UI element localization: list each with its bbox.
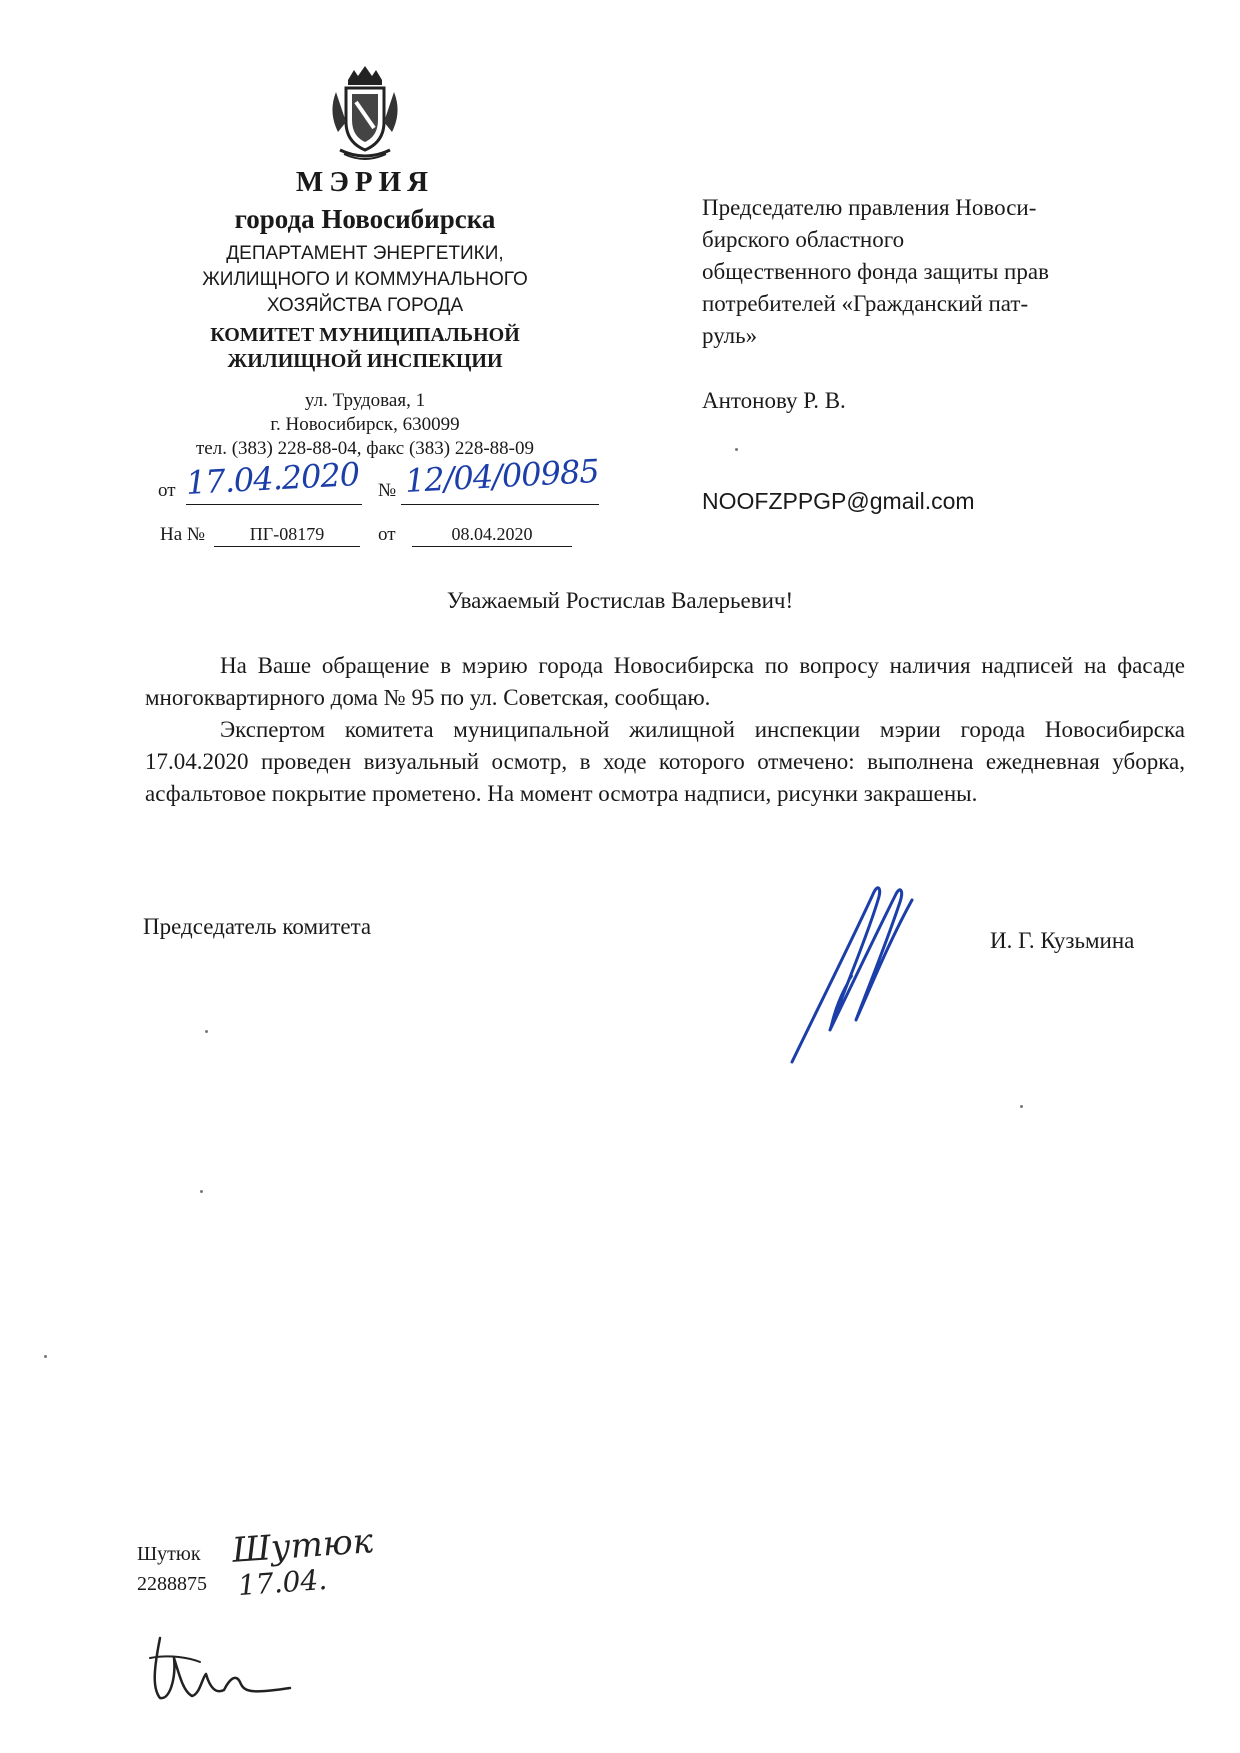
committee-line: КОМИТЕТ МУНИЦИПАЛЬНОЙ [210, 324, 520, 346]
reg-number-underline [401, 504, 599, 505]
scan-speck [735, 448, 738, 451]
department-line: ЖИЛИЩНОГО И КОММУНАЛЬНОГО [202, 269, 528, 290]
recipient-line: бирского областного [702, 227, 905, 252]
reg-date-handwritten: 17.04.2020 [185, 454, 360, 502]
executor-phone: 2288875 [137, 1573, 207, 1595]
signatory-title: Председатель комитета [143, 914, 372, 939]
committee-line: ЖИЛИЩНОЙ ИНСПЕКЦИИ [227, 350, 503, 372]
recipient-line: Председателю правления Новоси- [702, 195, 1037, 220]
scan-speck [44, 1355, 47, 1358]
ref-date-label: от [378, 524, 396, 545]
recipient-email: NOOFZPPGP@gmail.com [702, 488, 975, 514]
recipient-line: потребителей «Гражданский пат- [702, 291, 1029, 316]
ref-date: 08.04.2020 [412, 524, 572, 547]
reg-date-label: от [158, 480, 176, 501]
reg-number-handwritten: 12/04/00985 [404, 451, 600, 500]
executor-handwritten-date: 17.04. [236, 1562, 329, 1603]
address-street: ул. Трудовая, 1 [304, 390, 426, 411]
recipient-line: общественного фонда защиты прав [702, 259, 1049, 284]
scan-speck [1020, 1105, 1023, 1108]
letterhead-city: города Новосибирска [234, 204, 496, 234]
signature-image [782, 880, 932, 1070]
executor-name: Шутюк [137, 1543, 201, 1565]
recipient-line: руль» [702, 323, 758, 348]
initials-signature-image [140, 1618, 300, 1708]
ref-number: ПГ-08179 [214, 524, 360, 547]
ref-number-label: На № [160, 524, 206, 545]
scan-speck [200, 1190, 203, 1193]
address-city: г. Новосибирск, 630099 [270, 414, 460, 435]
coat-of-arms-emblem [318, 62, 412, 162]
department-line: ДЕПАРТАМЕНТ ЭНЕРГЕТИКИ, [226, 243, 504, 264]
greeting: Уважаемый Ростислав Валерьевич! [446, 588, 794, 613]
body-paragraph: На Ваше обращение в мэрию города Новосибирска по вопросу наличия надписей на фасаде многоквартирного дома № 95 по ул. Советская, сообщаю. [145, 653, 1185, 710]
body-paragraph: Экспертом комитета муниципальной жилищной инспекции мэрии города Новосибирска 17.04.2020 проведен визуальный осмотр, в ходе которого отмечено: выполнена ежедневная уборка, асфальтовое покрытие прометено. На момент осмотра надписи, рисунки закрашены. [145, 717, 1185, 806]
executor-handwritten-name: Шутюк [230, 1521, 375, 1571]
letterhead-title: МЭРИЯ [295, 166, 435, 198]
phone-fax: тел. (383) 228-88-04, факс (383) 228-88-09 [195, 438, 535, 459]
reg-number-label: № [378, 480, 397, 501]
reg-date-underline [186, 504, 362, 505]
recipient-name: Антонову Р. В. [702, 388, 846, 413]
department-line: ХОЗЯЙСТВА ГОРОДА [266, 295, 464, 316]
scan-speck [205, 1030, 208, 1033]
signatory-name: И. Г. Кузьмина [990, 928, 1135, 953]
